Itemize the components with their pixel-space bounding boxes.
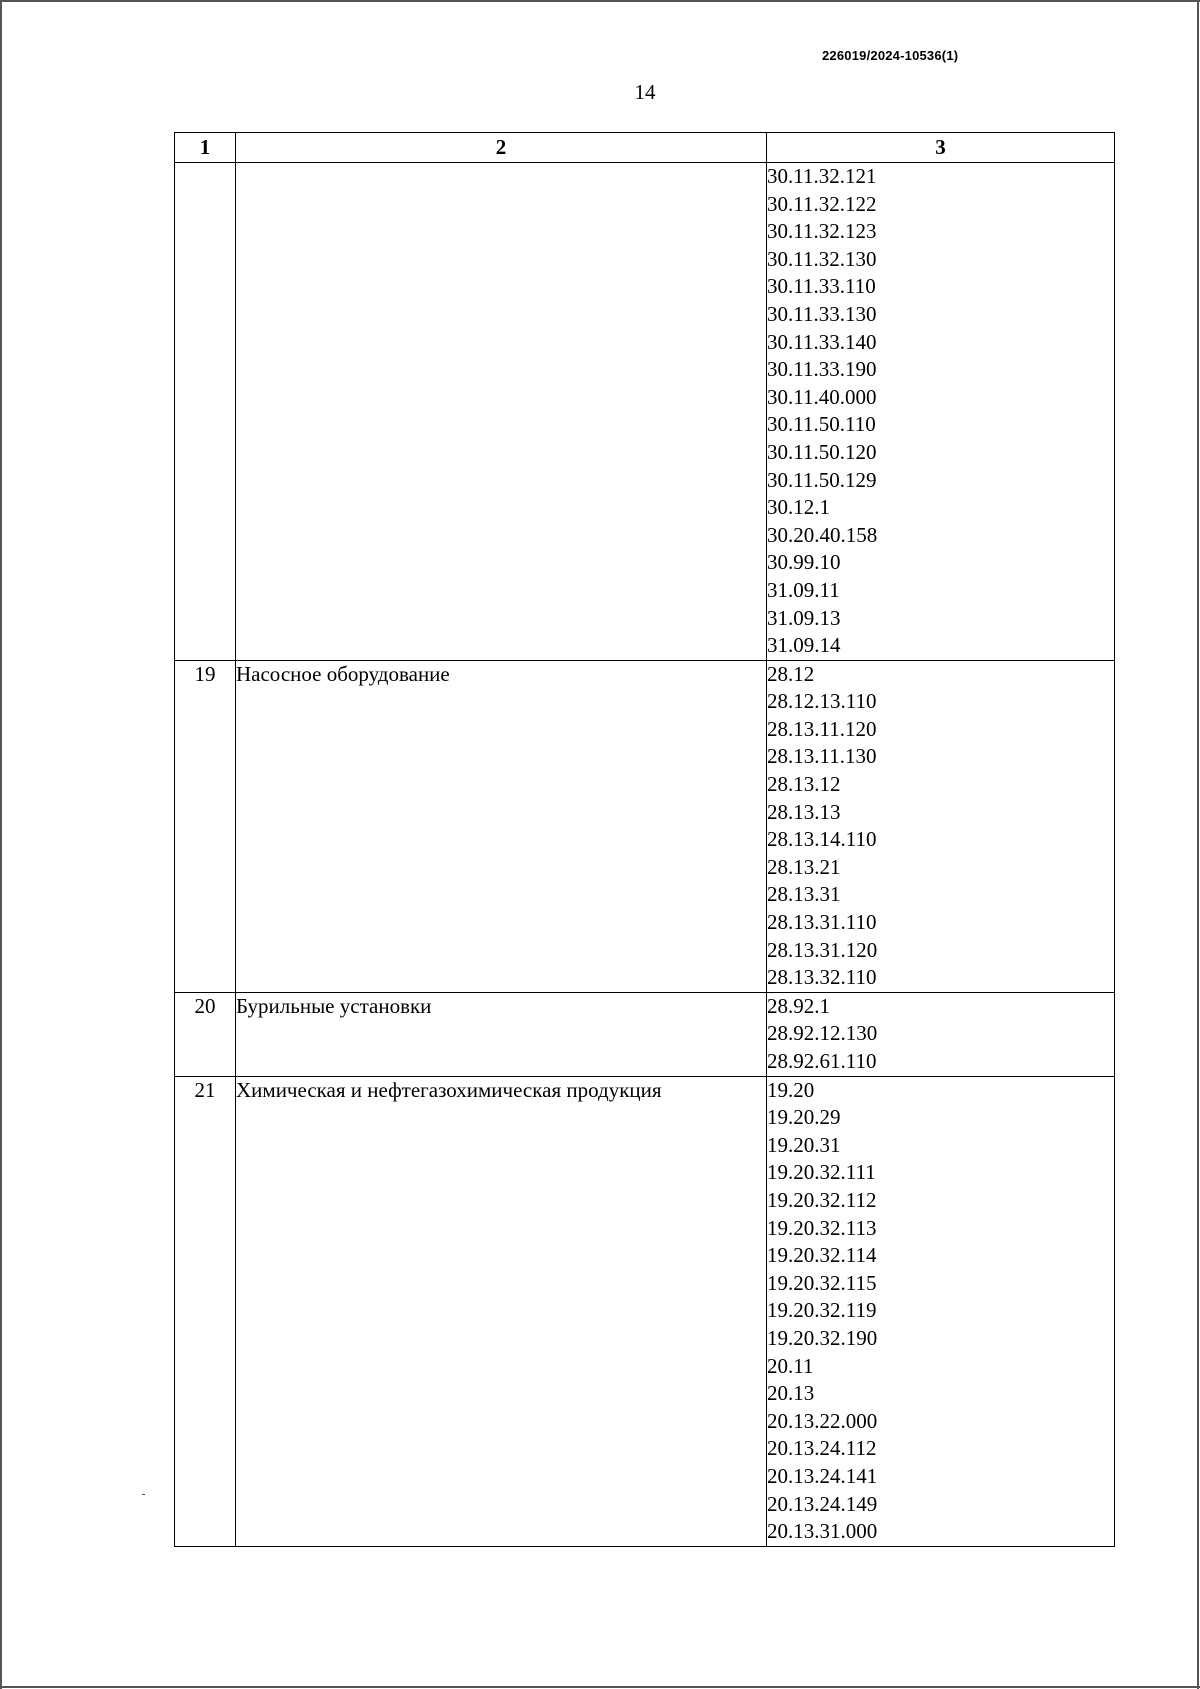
row-number: 20 [175,992,236,1076]
row-number: 19 [175,660,236,992]
okpd2-code: 19.20.32.119 [767,1298,877,1323]
okpd2-code: 28.13.31.120 [767,937,878,962]
okpd2-code: 30.12.1 [767,495,830,520]
column-header-1: 1 [175,133,236,163]
okpd2-code: 30.11.33.190 [767,357,877,382]
okpd2-code: 28.92.1 [767,993,830,1018]
okpd2-code: 31.09.14 [767,633,841,658]
okpd2-code: 28.13.14.110 [767,827,877,852]
okpd2-code: 28.13.21 [767,854,841,879]
table-row [175,1076,1115,1546]
okpd2-code: 19.20.32.115 [767,1270,877,1295]
scan-border-top [0,0,1200,2]
okpd2-code: 20.13.22.000 [767,1408,878,1433]
okpd2-code: 28.13.11.120 [767,716,877,741]
document-registration-number: 226019/2024-10536(1) [822,48,959,63]
okpd2-code: 30.11.33.130 [767,301,877,326]
okpd2-code: 30.11.33.110 [767,274,876,299]
okpd2-code: 19.20.32.113 [767,1215,877,1240]
okpd2-code: 30.11.50.120 [767,439,877,464]
okpd2-code: 30.99.10 [767,550,841,575]
okpd2-code: 28.13.11.130 [767,744,877,769]
okpd2-code: 28.13.31 [767,882,841,907]
scan-border-right [1197,0,1199,1689]
okpd2-code: 20.13 [767,1381,815,1406]
okpd2-code: 19.20.32.114 [767,1243,877,1268]
okpd2-code: 28.13.13 [767,799,841,824]
row-number: 21 [175,1076,236,1546]
okpd2-codes-cell [767,992,1115,1076]
product-category-name: Химическая и нефтегазохимическая продукция [236,1076,767,1546]
okpd2-code: 31.09.11 [767,577,840,602]
okpd2-code: 30.11.40.000 [767,384,877,409]
page-number: 14 [634,80,656,104]
okpd2-codes-cell [767,660,1115,992]
okpd2-codes-cell [767,1076,1115,1546]
table-row [175,992,1115,1076]
table-header-row [175,133,1115,163]
okpd2-code: 30.20.40.158 [767,522,878,547]
okpd2-code: 19.20.29 [767,1105,841,1130]
okpd2-code: 20.13.24.141 [767,1463,878,1488]
row-number [175,163,236,661]
column-header-3: 3 [767,133,1115,163]
okpd2-code: 31.09.13 [767,605,841,630]
okpd2-code: 19.20.32.111 [767,1160,876,1185]
okpd2-code: 28.13.32.110 [767,965,877,990]
column-header-2: 2 [236,133,767,163]
okpd2-code: 30.11.32.123 [767,219,877,244]
scan-border-left [0,0,2,1689]
okpd2-code: 28.12.13.110 [767,689,877,714]
scan-speck [142,1494,145,1495]
table-body [175,163,1115,1547]
product-category-name [236,163,767,661]
okpd2-code: 30.11.50.129 [767,467,877,492]
product-category-name: Бурильные установки [236,992,767,1076]
okpd2-code: 28.92.61.110 [767,1049,877,1073]
product-category-name: Насосное оборудование [236,660,767,992]
table-row [175,163,1115,661]
okpd2-code: 30.11.32.130 [767,246,877,271]
okpd2-code: 20.13.24.112 [767,1436,877,1461]
scan-border-bottom [0,1686,1200,1688]
okpd2-code: 30.11.33.140 [767,329,877,354]
okpd2-code: 28.12 [767,661,815,686]
okpd2-code: 20.13.24.149 [767,1491,878,1516]
okpd2-code: 28.92.12.130 [767,1021,878,1046]
okpd2-code: 19.20.31 [767,1132,841,1157]
okpd2-code: 19.20.32.112 [767,1187,877,1212]
okpd2-codes-cell [767,163,1115,661]
codes-table [174,132,1115,1547]
okpd2-code: 30.11.32.122 [767,191,877,216]
okpd2-code: 28.13.31.110 [767,910,877,935]
okpd2-code: 20.13.31.000 [767,1519,878,1544]
table-row [175,660,1115,992]
okpd2-code: 19.20.32.190 [767,1325,878,1350]
okpd2-code: 20.11 [767,1353,814,1378]
okpd2-code: 19.20 [767,1077,815,1102]
okpd2-code: 30.11.50.110 [767,412,876,437]
okpd2-code: 30.11.32.121 [767,164,877,188]
okpd2-code: 28.13.12 [767,772,841,797]
